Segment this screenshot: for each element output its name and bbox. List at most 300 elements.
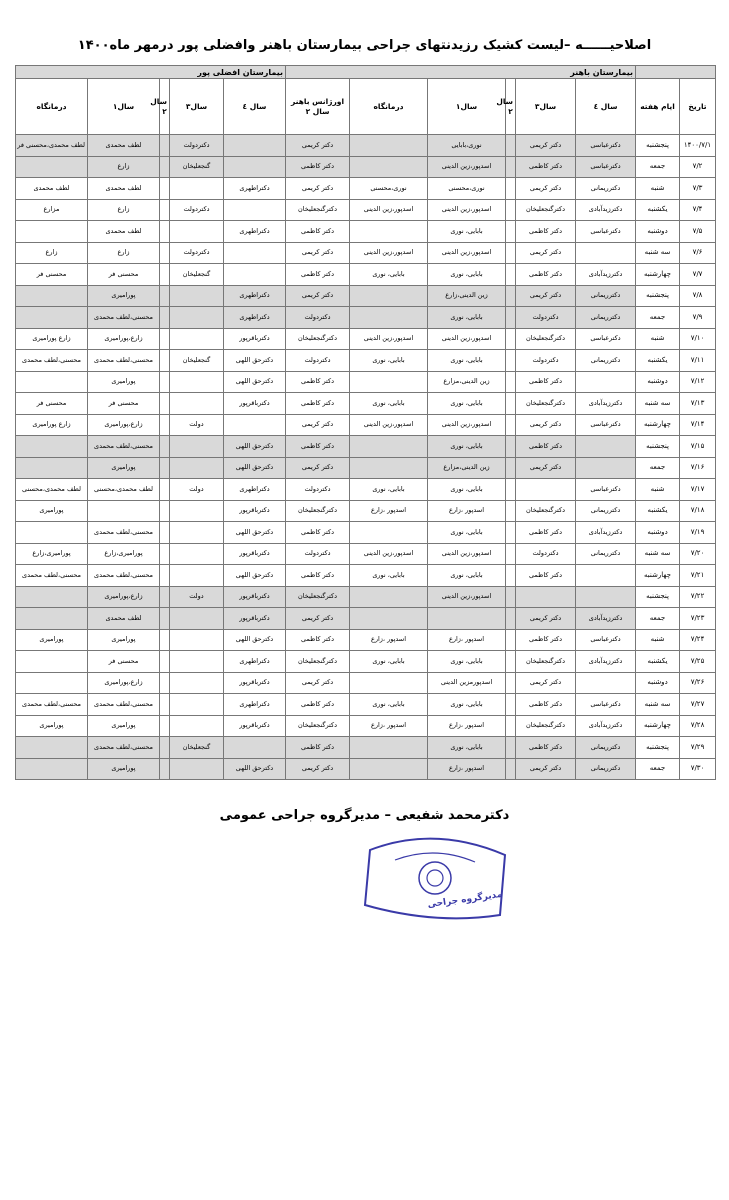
bahonar-year2-cell [506,350,516,372]
header-bahonar-year2: سال ۲ [506,79,516,135]
afzalipour-clinic-cell: زارع پورامیری [16,414,88,436]
bahonar-year1-cell: نوری،بابایی [428,135,506,157]
bahonar-emergency-cell: دکتردولت [286,479,350,501]
bahonar-emergency-cell: دکتر کاظمی [286,371,350,393]
bahonar-year4-cell [576,242,636,264]
bahonar-emergency-cell: دکتر کریمی [286,414,350,436]
date-cell: ۷/۲۶ [680,672,716,694]
afzalipour-year2-cell [160,629,170,651]
header-bahonar-clinic: درمانگاه [350,79,428,135]
date-cell: ۷/۲۹ [680,737,716,759]
bahonar-clinic-cell [350,135,428,157]
table-row [16,436,716,458]
afzalipour-year4-cell: دکترحق اللهی [224,350,286,372]
bahonar-year1-cell: اسدپور ،زارع [428,758,506,780]
bahonar-year4-cell: دکترریمانی [576,543,636,565]
bahonar-year4-cell: دکترریمانی [576,178,636,200]
afzalipour-year3-cell [170,285,224,307]
bahonar-clinic-cell: بابایی، نوری [350,651,428,673]
bahonar-clinic-cell: اسدپور،زین الدینی [350,414,428,436]
weekday-cell: دوشنبه [636,371,680,393]
bahonar-year2-cell [506,758,516,780]
bahonar-year1-cell: نوری،محسنی [428,178,506,200]
bahonar-year3-cell: دکترگنجعلیخان [516,199,576,221]
date-cell: ۷/۲۷ [680,694,716,716]
date-cell: ۷/۲۰ [680,543,716,565]
afzalipour-year2-cell [160,371,170,393]
date-cell: ۷/۵ [680,221,716,243]
bahonar-emergency-cell: دکتر کریمی [286,242,350,264]
bahonar-year3-cell: دکترگنجعلیخان [516,715,576,737]
bahonar-year3-cell: دکتر کریمی [516,457,576,479]
bahonar-year1-cell: بابایی، نوری [428,350,506,372]
bahonar-emergency-cell: دکتر کاظمی [286,522,350,544]
afzalipour-year3-cell: گنجعلیخان [170,264,224,286]
bahonar-year1-cell [428,608,506,630]
bahonar-year4-cell: دکترعباسی [576,629,636,651]
afzalipour-year4-cell: دکترباقرپور [224,500,286,522]
afzalipour-year1-cell: پورامیری [88,758,160,780]
bahonar-year1-cell: اسدپور،زین الدینی [428,199,506,221]
afzalipour-year3-cell [170,178,224,200]
bahonar-year1-cell: اسدپور،زین الدینی [428,414,506,436]
afzalipour-clinic-cell [16,522,88,544]
afzalipour-year1-cell: لطف محمدی [88,608,160,630]
bahonar-year2-cell [506,500,516,522]
bahonar-year1-cell: بابایی، نوری [428,307,506,329]
bahonar-emergency-cell: دکتر کاظمی [286,436,350,458]
afzalipour-year1-cell: محسنی،لطف محمدی [88,522,160,544]
afzalipour-year2-cell [160,328,170,350]
table-row [16,135,716,157]
weekday-cell: چهارشنبه [636,414,680,436]
afzalipour-year1-cell [88,500,160,522]
weekday-cell: جمعه [636,758,680,780]
weekday-cell: جمعه [636,457,680,479]
table-row [16,328,716,350]
date-cell: ۷/۱۰ [680,328,716,350]
bahonar-emergency-cell: دکتر کاظمی [286,221,350,243]
afzalipour-year3-cell: دولت [170,479,224,501]
afzalipour-year3-cell [170,500,224,522]
afzalipour-year1-cell: محسنی فر [88,651,160,673]
afzalipour-clinic-cell [16,737,88,759]
afzalipour-year4-cell: دکترباقرپور [224,586,286,608]
afzalipour-year2-cell [160,608,170,630]
bahonar-year2-cell [506,522,516,544]
bahonar-year3-cell [516,586,576,608]
afzalipour-year2-cell [160,694,170,716]
date-cell: ۷/۲ [680,156,716,178]
afzalipour-year3-cell [170,629,224,651]
bahonar-clinic-cell: بابایی، نوری [350,393,428,415]
date-cell: ۱۴۰۰/۷/۱ [680,135,716,157]
bahonar-clinic-cell: اسدپور،زین الدینی [350,543,428,565]
afzalipour-clinic-cell: لطف محمدی [16,178,88,200]
bahonar-emergency-cell: دکتر کریمی [286,135,350,157]
afzalipour-year2-cell [160,350,170,372]
weekday-cell: دوشنبه [636,221,680,243]
header-bahonar-year3: سال۳ [516,79,576,135]
weekday-cell: چهارشنبه [636,715,680,737]
bahonar-year1-cell: زین الدینی،زارع [428,285,506,307]
bahonar-year4-cell: دکترزیدآبادی [576,522,636,544]
bahonar-year2-cell [506,737,516,759]
afzalipour-year2-cell [160,522,170,544]
bahonar-year4-cell: دکترعباسی [576,328,636,350]
header-afzalipour-year4: سال ٤ [224,79,286,135]
afzalipour-year2-cell [160,178,170,200]
bahonar-clinic-cell [350,371,428,393]
bahonar-year3-cell: دکتر کاظمی [516,565,576,587]
bahonar-year1-cell: اسدپور،زین الدینی [428,543,506,565]
afzalipour-year4-cell: دکترحق اللهی [224,522,286,544]
weekday-cell: سه شنبه [636,543,680,565]
bahonar-emergency-cell: دکترگنجعلیخان [286,586,350,608]
header-afzalipour-year1: سال۱ [88,79,160,135]
afzalipour-year4-cell: دکترحق اللهی [224,629,286,651]
afzalipour-year3-cell [170,522,224,544]
bahonar-year4-cell [576,371,636,393]
weekday-cell: پنجشنبه [636,285,680,307]
afzalipour-clinic-cell: پورامیری،زارع [16,543,88,565]
weekday-cell: شنبه [636,178,680,200]
bahonar-year1-cell: بابایی، نوری [428,565,506,587]
afzalipour-year4-cell: دکترباقرپور [224,393,286,415]
bahonar-year4-cell: دکترعباسی [576,135,636,157]
column-header-row [16,79,716,135]
afzalipour-year4-cell: دکتراطهری [224,479,286,501]
afzalipour-year4-cell [224,242,286,264]
afzalipour-year1-cell: محسنی فر [88,393,160,415]
afzalipour-clinic-cell: پورامیری [16,500,88,522]
afzalipour-year4-cell: دکتراطهری [224,694,286,716]
date-cell: ۷/۱۵ [680,436,716,458]
signature-line: دکترمحمد شفیعی – مدیرگروه جراحی عمومی [219,808,510,823]
afzalipour-year4-cell [224,156,286,178]
afzalipour-year1-cell: پورامیری،زارع [88,543,160,565]
bahonar-year2-cell [506,629,516,651]
date-cell: ۷/۶ [680,242,716,264]
bahonar-year4-cell: دکترعباسی [576,221,636,243]
bahonar-year3-cell: دکتردولت [516,350,576,372]
afzalipour-clinic-cell: محسنی فر [16,393,88,415]
table-row [16,479,716,501]
weekday-cell: یکشنبه [636,651,680,673]
afzalipour-year4-cell: دکترباقرپور [224,328,286,350]
weekday-cell: جمعه [636,156,680,178]
afzalipour-year1-cell: پورامیری [88,371,160,393]
bahonar-clinic-cell: نوری،محسنی [350,178,428,200]
table-row [16,758,716,780]
bahonar-year3-cell: دکتر کاظمی [516,436,576,458]
afzalipour-year4-cell: دکترحق اللهی [224,758,286,780]
bahonar-year3-cell: دکتر کریمی [516,242,576,264]
weekday-cell: چهارشنبه [636,264,680,286]
afzalipour-year1-cell: زارع،پورامیری [88,414,160,436]
bahonar-year3-cell: دکترگنجعلیخان [516,651,576,673]
afzalipour-year4-cell: دکتراطهری [224,178,286,200]
bahonar-clinic-cell [350,522,428,544]
afzalipour-clinic-cell: محسنی،لطف محمدی [16,565,88,587]
afzalipour-clinic-cell: پورامیری [16,629,88,651]
date-cell: ۷/۱۷ [680,479,716,501]
afzalipour-year4-cell: دکترباقرپور [224,608,286,630]
hospital-header-row [16,66,716,79]
afzalipour-year4-cell: دکترباقرپور [224,672,286,694]
bahonar-year3-cell: دکتردولت [516,307,576,329]
bahonar-clinic-cell: اسدپور،زین الدینی [350,328,428,350]
bahonar-emergency-cell: دکتردولت [286,307,350,329]
afzalipour-year1-cell: لطف محمدی [88,221,160,243]
page-title: اصلاحیــــــه –لیست کشیک رزیدنتهای جراحی بیمارستان باهنر وافضلی پور درمهر ماه۱۴۰۰ [77,38,652,53]
bahonar-year3-cell: دکتر کریمی [516,672,576,694]
bahonar-year3-cell: دکتر کاظمی [516,694,576,716]
stamp-caption: مدیرگروه جراحی [426,889,504,911]
date-cell: ۷/۹ [680,307,716,329]
afzalipour-year3-cell: گنجعلیخان [170,350,224,372]
afzalipour-year4-cell: دکترباقرپور [224,543,286,565]
afzalipour-year1-cell: لطف محمدی،محسنی [88,479,160,501]
afzalipour-year3-cell [170,371,224,393]
bahonar-year3-cell: دکترگنجعلیخان [516,393,576,415]
afzalipour-year3-cell [170,694,224,716]
table-row [16,522,716,544]
weekday-cell: یکشنبه [636,350,680,372]
bahonar-year1-cell: بابایی، نوری [428,221,506,243]
bahonar-emergency-cell: دکتر کریمی [286,672,350,694]
bahonar-year3-cell: دکترگنجعلیخان [516,328,576,350]
afzalipour-year2-cell [160,479,170,501]
afzalipour-clinic-cell [16,371,88,393]
date-cell: ۷/۱۳ [680,393,716,415]
bahonar-year2-cell [506,586,516,608]
date-cell: ۷/۲۴ [680,629,716,651]
afzalipour-year2-cell [160,565,170,587]
afzalipour-year2-cell [160,500,170,522]
bahonar-year2-cell [506,307,516,329]
afzalipour-year1-cell: پورامیری [88,457,160,479]
hospital-afzalipour: بیمارستان افضلی پور [16,66,286,79]
bahonar-emergency-cell: دکترگنجعلیخان [286,500,350,522]
bahonar-clinic-cell [350,758,428,780]
bahonar-clinic-cell [350,221,428,243]
afzalipour-year4-cell: دکتراطهری [224,221,286,243]
afzalipour-year3-cell [170,543,224,565]
bahonar-year4-cell [576,586,636,608]
bahonar-emergency-cell: دکتر کاظمی [286,264,350,286]
table-row [16,178,716,200]
bahonar-emergency-cell: دکتر کریمی [286,178,350,200]
bahonar-year1-cell: اسدپور ،زارع [428,629,506,651]
bahonar-clinic-cell: بابایی، نوری [350,264,428,286]
afzalipour-year1-cell: محسنی،لطف محمدی [88,694,160,716]
bahonar-year2-cell [506,414,516,436]
weekday-cell: جمعه [636,307,680,329]
afzalipour-year2-cell [160,436,170,458]
table-row [16,565,716,587]
weekday-cell: پنجشنبه [636,737,680,759]
afzalipour-year2-cell [160,543,170,565]
header-bahonar-emergency: اورژانس باهنر سال ۲ [286,79,350,135]
bahonar-year1-cell: بابایی، نوری [428,479,506,501]
table-row [16,307,716,329]
bahonar-emergency-cell: دکتر کاظمی [286,565,350,587]
weekday-cell: پنجشنبه [636,135,680,157]
table-row [16,199,716,221]
afzalipour-clinic-cell: لطف محمدی،محسنی فر [16,135,88,157]
bahonar-year1-cell: زین الدینی،مزارع [428,371,506,393]
afzalipour-year4-cell: دکتراطهری [224,285,286,307]
afzalipour-clinic-cell [16,651,88,673]
afzalipour-year3-cell [170,565,224,587]
afzalipour-clinic-cell [16,586,88,608]
bahonar-year1-cell: بابایی، نوری [428,651,506,673]
bahonar-emergency-cell: دکتر کاظمی [286,393,350,415]
bahonar-year4-cell: دکترریمانی [576,737,636,759]
afzalipour-year1-cell: محسنی،لطف محمدی [88,350,160,372]
hospital-bahonar: بیمارستان باهنر [286,66,636,79]
weekday-cell: پنجشنبه [636,436,680,458]
afzalipour-year2-cell [160,758,170,780]
bahonar-clinic-cell [350,586,428,608]
bahonar-clinic-cell: اسدپور ،زارع [350,715,428,737]
table-row [16,371,716,393]
afzalipour-year1-cell: محسنی،لطف محمدی [88,565,160,587]
date-cell: ۷/۲۳ [680,608,716,630]
afzalipour-year4-cell: دکتراطهری [224,651,286,673]
weekday-cell: دوشنبه [636,672,680,694]
bahonar-emergency-cell: دکتر کریمی [286,758,350,780]
date-cell: ۷/۳ [680,178,716,200]
bahonar-year2-cell [506,694,516,716]
bahonar-year1-cell: اسدپور ،زارع [428,715,506,737]
afzalipour-year4-cell: دکترحق اللهی [224,565,286,587]
afzalipour-year1-cell: زارع [88,156,160,178]
bahonar-clinic-cell [350,436,428,458]
date-cell: ۷/۱۱ [680,350,716,372]
afzalipour-clinic-cell [16,608,88,630]
table-row [16,350,716,372]
official-stamp [350,830,520,925]
bahonar-year2-cell [506,242,516,264]
bahonar-emergency-cell: دکتردولت [286,543,350,565]
afzalipour-year2-cell [160,737,170,759]
afzalipour-year1-cell: محسنی،لطف محمدی [88,436,160,458]
date-cell: ۷/۸ [680,285,716,307]
afzalipour-year1-cell: زارع [88,242,160,264]
bahonar-year3-cell: دکتردولت [516,543,576,565]
bahonar-emergency-cell: دکتر کاظمی [286,737,350,759]
afzalipour-year1-cell: محسنی،لطف محمدی [88,737,160,759]
bahonar-year1-cell: اسدپورمزین الدینی [428,672,506,694]
afzalipour-year1-cell: پورامیری [88,715,160,737]
bahonar-emergency-cell: دکتر کریمی [286,608,350,630]
bahonar-emergency-cell: دکترگنجعلیخان [286,199,350,221]
bahonar-year4-cell: دکترزیدآبادی [576,393,636,415]
bahonar-year4-cell: دکترزیدآبادی [576,651,636,673]
afzalipour-clinic-cell: زارع [16,242,88,264]
date-cell: ۷/۳۰ [680,758,716,780]
bahonar-year1-cell: اسدپور،زین الدینی [428,156,506,178]
bahonar-year4-cell: دکترزیدآبادی [576,199,636,221]
afzalipour-clinic-cell [16,758,88,780]
bahonar-clinic-cell: بابایی، نوری [350,565,428,587]
afzalipour-year3-cell: گنجعلیخان [170,156,224,178]
afzalipour-year1-cell: لطف محمدی [88,135,160,157]
afzalipour-year2-cell [160,586,170,608]
bahonar-year2-cell [506,715,516,737]
weekday-cell: سه شنبه [636,393,680,415]
bahonar-clinic-cell [350,457,428,479]
header-weekday: ایام هفته [636,79,680,135]
header-afzalipour-clinic: درمانگاه [16,79,88,135]
afzalipour-year3-cell [170,457,224,479]
bahonar-year4-cell: دکترزیدآبادی [576,264,636,286]
afzalipour-year1-cell: لطف محمدی [88,178,160,200]
afzalipour-clinic-cell [16,457,88,479]
bahonar-emergency-cell: دکتر کریمی [286,457,350,479]
bahonar-year2-cell [506,199,516,221]
afzalipour-year1-cell: پورامیری [88,629,160,651]
afzalipour-year3-cell: دولت [170,586,224,608]
bahonar-clinic-cell: اسدپور،زین الدینی [350,199,428,221]
afzalipour-clinic-cell: پورامیری [16,715,88,737]
afzalipour-year2-cell [160,651,170,673]
weekday-cell: شنبه [636,479,680,501]
bahonar-year1-cell: بابایی، نوری [428,264,506,286]
afzalipour-year2-cell [160,414,170,436]
weekday-cell: چهارشنبه [636,565,680,587]
table-row [16,500,716,522]
bahonar-year2-cell [506,479,516,501]
weekday-cell: پنجشنبه [636,586,680,608]
weekday-cell: دوشنبه [636,522,680,544]
date-cell: ۷/۴ [680,199,716,221]
bahonar-clinic-cell [350,737,428,759]
afzalipour-year2-cell [160,264,170,286]
bahonar-year4-cell: دکترزیدآبادی [576,715,636,737]
afzalipour-year4-cell [224,264,286,286]
table-row [16,156,716,178]
afzalipour-year3-cell [170,328,224,350]
date-cell: ۷/۲۵ [680,651,716,673]
bahonar-year2-cell [506,436,516,458]
afzalipour-year1-cell: زارع،پورامیری [88,328,160,350]
bahonar-year4-cell: دکترریمانی [576,758,636,780]
afzalipour-clinic-cell [16,285,88,307]
bahonar-year1-cell: اسدپور ،زارع [428,500,506,522]
bahonar-year4-cell: دکترزیدآبادی [576,608,636,630]
header-afzalipour-year2: سال ۲ [160,79,170,135]
bahonar-year4-cell: دکترریمانی [576,307,636,329]
bahonar-year2-cell [506,672,516,694]
table-row [16,543,716,565]
bahonar-year3-cell: دکتر کاظمی [516,737,576,759]
table-row [16,737,716,759]
bahonar-year2-cell [506,135,516,157]
weekday-cell: شنبه [636,328,680,350]
header-date: تاریخ [680,79,716,135]
bahonar-year3-cell: دکتر کاظمی [516,522,576,544]
afzalipour-year3-cell [170,221,224,243]
header-afzalipour-year3: سال۳ [170,79,224,135]
table-row [16,586,716,608]
afzalipour-clinic-cell [16,672,88,694]
bahonar-year3-cell: دکترگنجعلیخان [516,500,576,522]
bahonar-year2-cell [506,264,516,286]
afzalipour-year1-cell: محسنی فر [88,264,160,286]
